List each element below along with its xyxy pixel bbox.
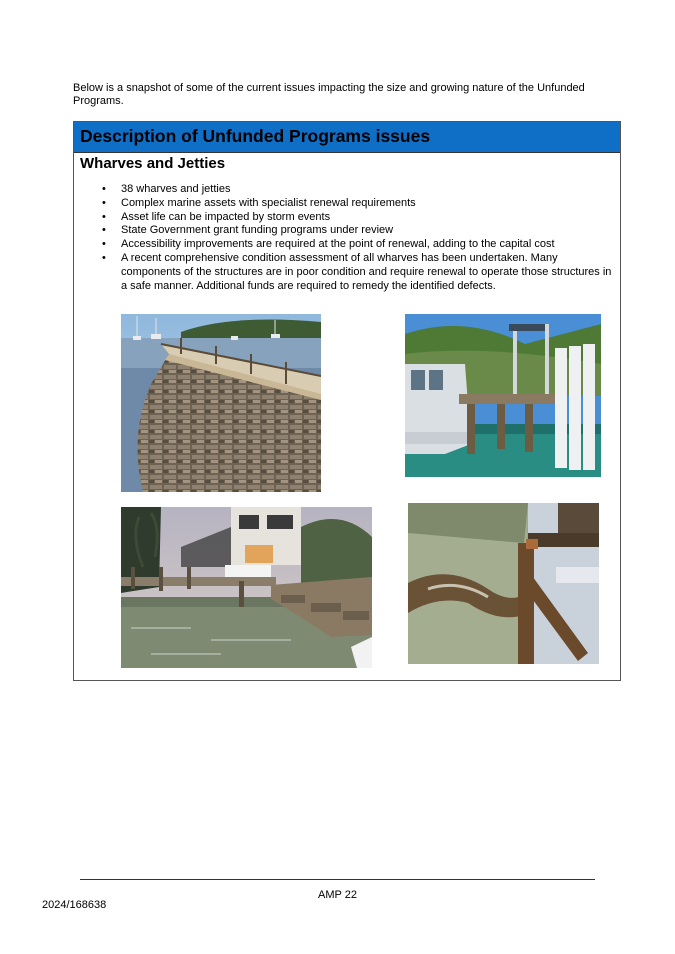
photo-wharf-boat xyxy=(405,314,601,477)
footer-divider xyxy=(80,879,595,880)
section-title: Wharves and Jetties xyxy=(80,155,226,172)
page-number: AMP 22 xyxy=(318,889,357,901)
list-item: • State Government grant funding programs under review xyxy=(102,224,617,238)
list-item: • Complex marine assets with specialist renewal requirements xyxy=(102,197,617,211)
unfunded-programs-panel xyxy=(73,121,621,681)
panel-title: Description of Unfunded Programs issues xyxy=(80,126,431,146)
list-item: • Accessibility improvements are required at the point of renewal, adding to the capital cost xyxy=(102,238,617,252)
photo-waterfront-house xyxy=(121,507,372,668)
panel-header xyxy=(74,122,620,153)
document-reference: 2024/168638 xyxy=(42,899,107,911)
photo-corroded-pile xyxy=(408,503,599,664)
issues-list xyxy=(102,183,617,293)
photo-seawall-jetty xyxy=(121,314,321,492)
list-item: • 38 wharves and jetties xyxy=(102,183,617,197)
list-item: • A recent comprehensive condition assessment of all wharves has been undertaken. Many components of the structures are in poor condition and require renewal to operate those structures in a safe manner. Additional funds are required to remedy the identified defects. xyxy=(102,252,617,293)
list-item: • Asset life can be impacted by storm events xyxy=(102,211,617,225)
intro-paragraph: Below is a snapshot of some of the current issues impacting the size and growing nature of the Unfunded Programs. xyxy=(73,82,585,107)
